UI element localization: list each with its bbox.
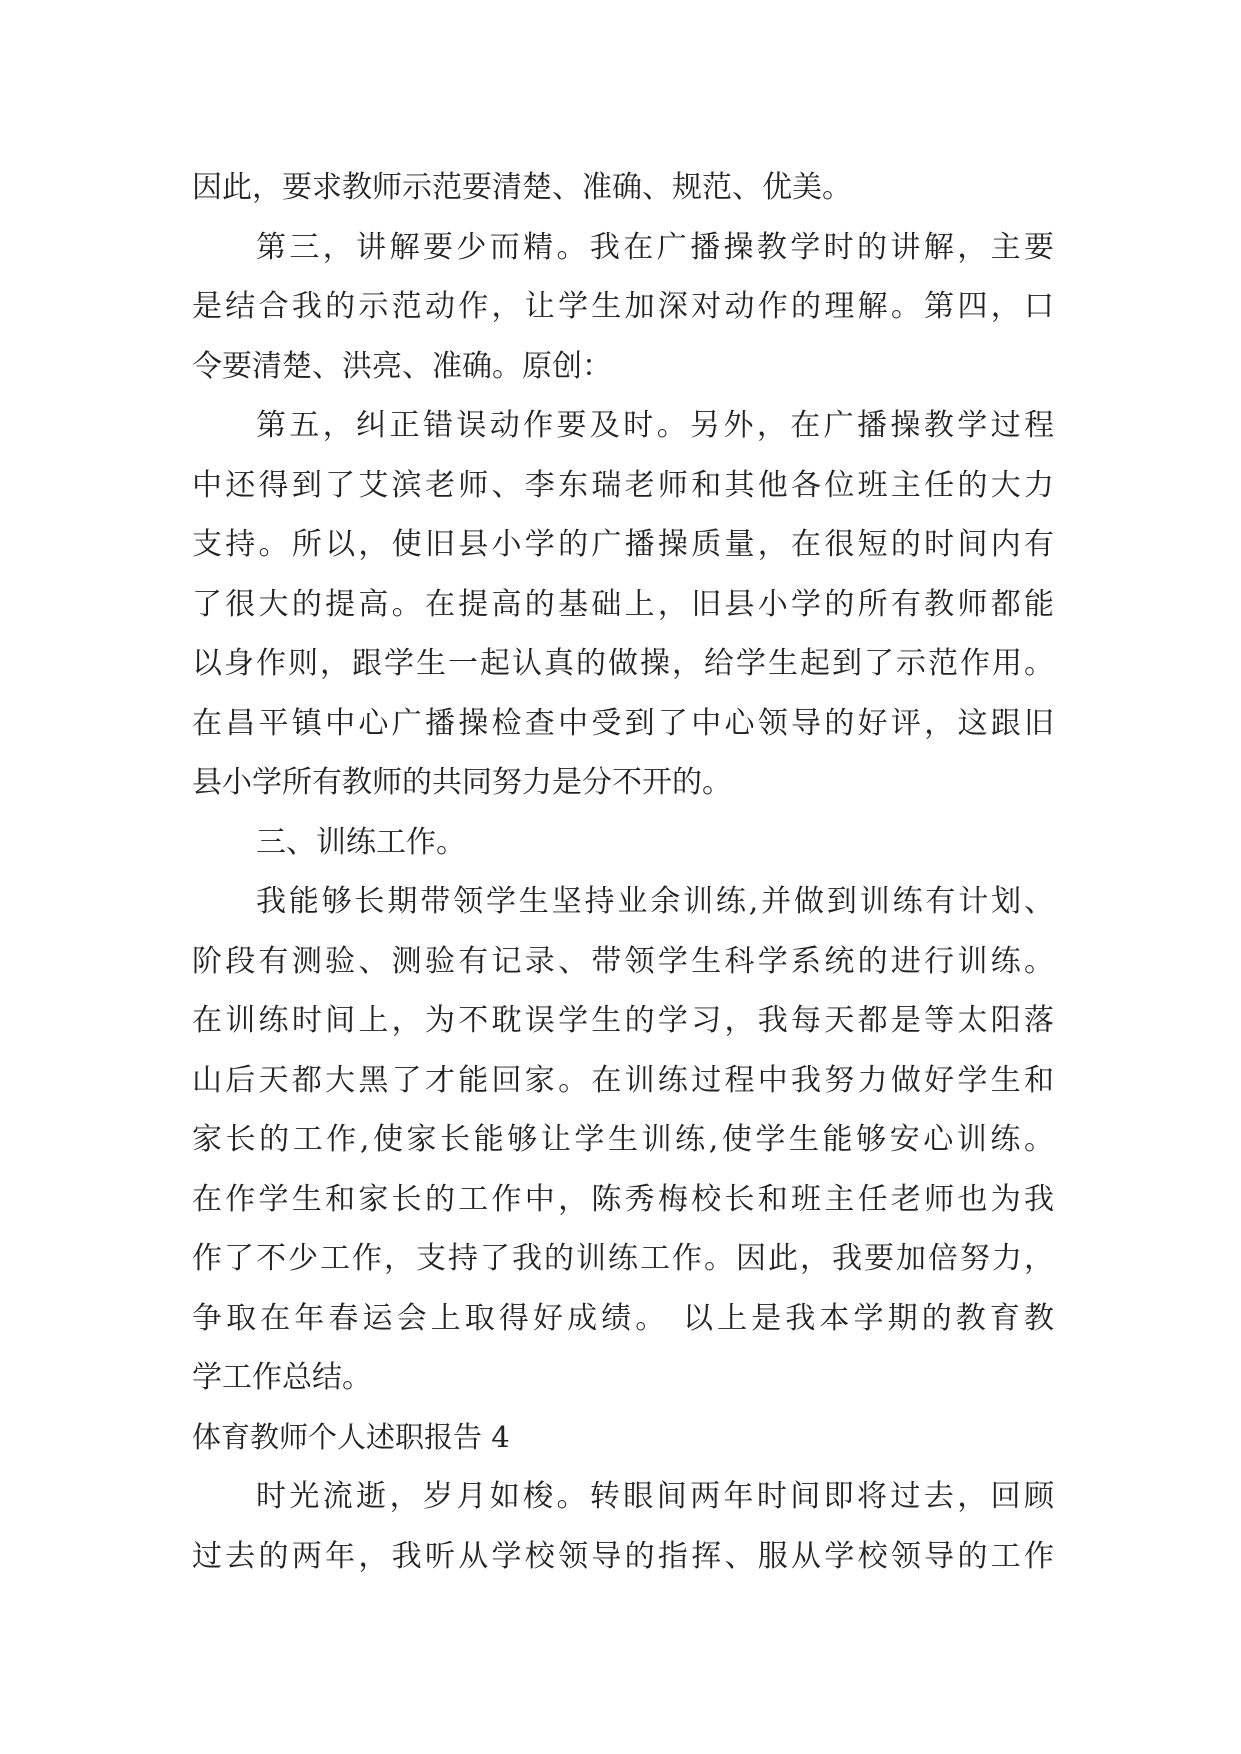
text-line <box>192 1229 1072 1289</box>
line-text: 了很大的提高。在提高的基础上，旧县小学的所有教师都能 <box>192 586 1054 622</box>
text-line <box>192 1527 1072 1587</box>
line-text: 过去的两年，我听从学校领导的指挥、服从学校领导的工作 <box>192 1538 1054 1574</box>
text-line <box>192 1110 1072 1170</box>
line-text: 支持。所以，使旧县小学的广播操质量，在很短的时间内有 <box>192 527 1054 562</box>
line-text: 是结合我的示范动作，让学生加深对动作的理解。第四，口 <box>192 289 1054 324</box>
text-line <box>192 634 1072 694</box>
text-line <box>192 1467 1072 1527</box>
line-text: 争取在年春运会上取得好成绩。 以上是我本学期的教育教 <box>192 1300 1054 1336</box>
line-text: 第五，纠正错误动作要及时。另外，在广播操教学过程 <box>256 408 1054 443</box>
line-text: 在训练时间上，为不耽误学生的学习，我每天都是等太阳落 <box>192 1003 1054 1038</box>
text-line <box>192 456 1072 516</box>
text-line <box>192 515 1072 575</box>
line-text: 我能够长期带领学生坚持业余训练,并做到训练有计划、 <box>256 884 1054 919</box>
line-text: 时光流逝，岁月如梭。转眼间两年时间即将过去，回顾 <box>256 1479 1054 1514</box>
line-text: 家长的工作,使家长能够让学生训练,使学生能够安心训练。 <box>192 1122 1054 1157</box>
line-text: 中还得到了艾滨老师、李东瑞老师和其他各位班主任的大力 <box>192 467 1054 503</box>
line-text: 阶段有测验、测验有记录、带领学生科学系统的进行训练。 <box>192 943 1054 979</box>
line-text: 山后天都大黑了才能回家。在训练过程中我努力做好学生和 <box>192 1062 1054 1098</box>
text-line <box>192 1289 1072 1349</box>
line-text: 以身作则，跟学生一起认真的做操，给学生起到了示范作用。 <box>192 646 1054 681</box>
line-text: 因此，要求教师示范要清楚、准确、规范、优美。 <box>192 170 852 205</box>
text-line <box>192 1348 1072 1408</box>
text-line <box>192 575 1072 635</box>
text-line <box>192 158 1072 218</box>
text-line <box>192 991 1072 1051</box>
section-heading <box>192 1408 1072 1468</box>
document-body <box>192 158 1072 1586</box>
line-text: 体育教师个人述职报告 4 <box>192 1419 510 1454</box>
text-line <box>192 218 1072 278</box>
text-line <box>192 277 1072 337</box>
line-text: 在作学生和家长的工作中，陈秀梅校长和班主任老师也为我 <box>192 1181 1054 1217</box>
line-text: 三、训练工作。 <box>256 824 466 860</box>
line-text: 在昌平镇中心广播操检查中受到了中心领导的好评，这跟旧 <box>192 705 1054 741</box>
line-text: 令要清楚、洪亮、准确。原创： <box>192 348 612 384</box>
line-text: 县小学所有教师的共同努力是分不开的。 <box>192 765 732 800</box>
text-line <box>192 753 1072 813</box>
line-text: 学工作总结。 <box>192 1360 372 1395</box>
line-text: 作了不少工作，支持了我的训练工作。因此，我要加倍努力， <box>192 1241 1054 1276</box>
text-line <box>192 813 1072 873</box>
text-line <box>192 337 1072 397</box>
text-line <box>192 396 1072 456</box>
text-line <box>192 1051 1072 1111</box>
text-line <box>192 1170 1072 1230</box>
text-line <box>192 694 1072 754</box>
text-line <box>192 872 1072 932</box>
line-text: 第三，讲解要少而精。我在广播操教学时的讲解，主要 <box>256 229 1054 265</box>
text-line <box>192 932 1072 992</box>
